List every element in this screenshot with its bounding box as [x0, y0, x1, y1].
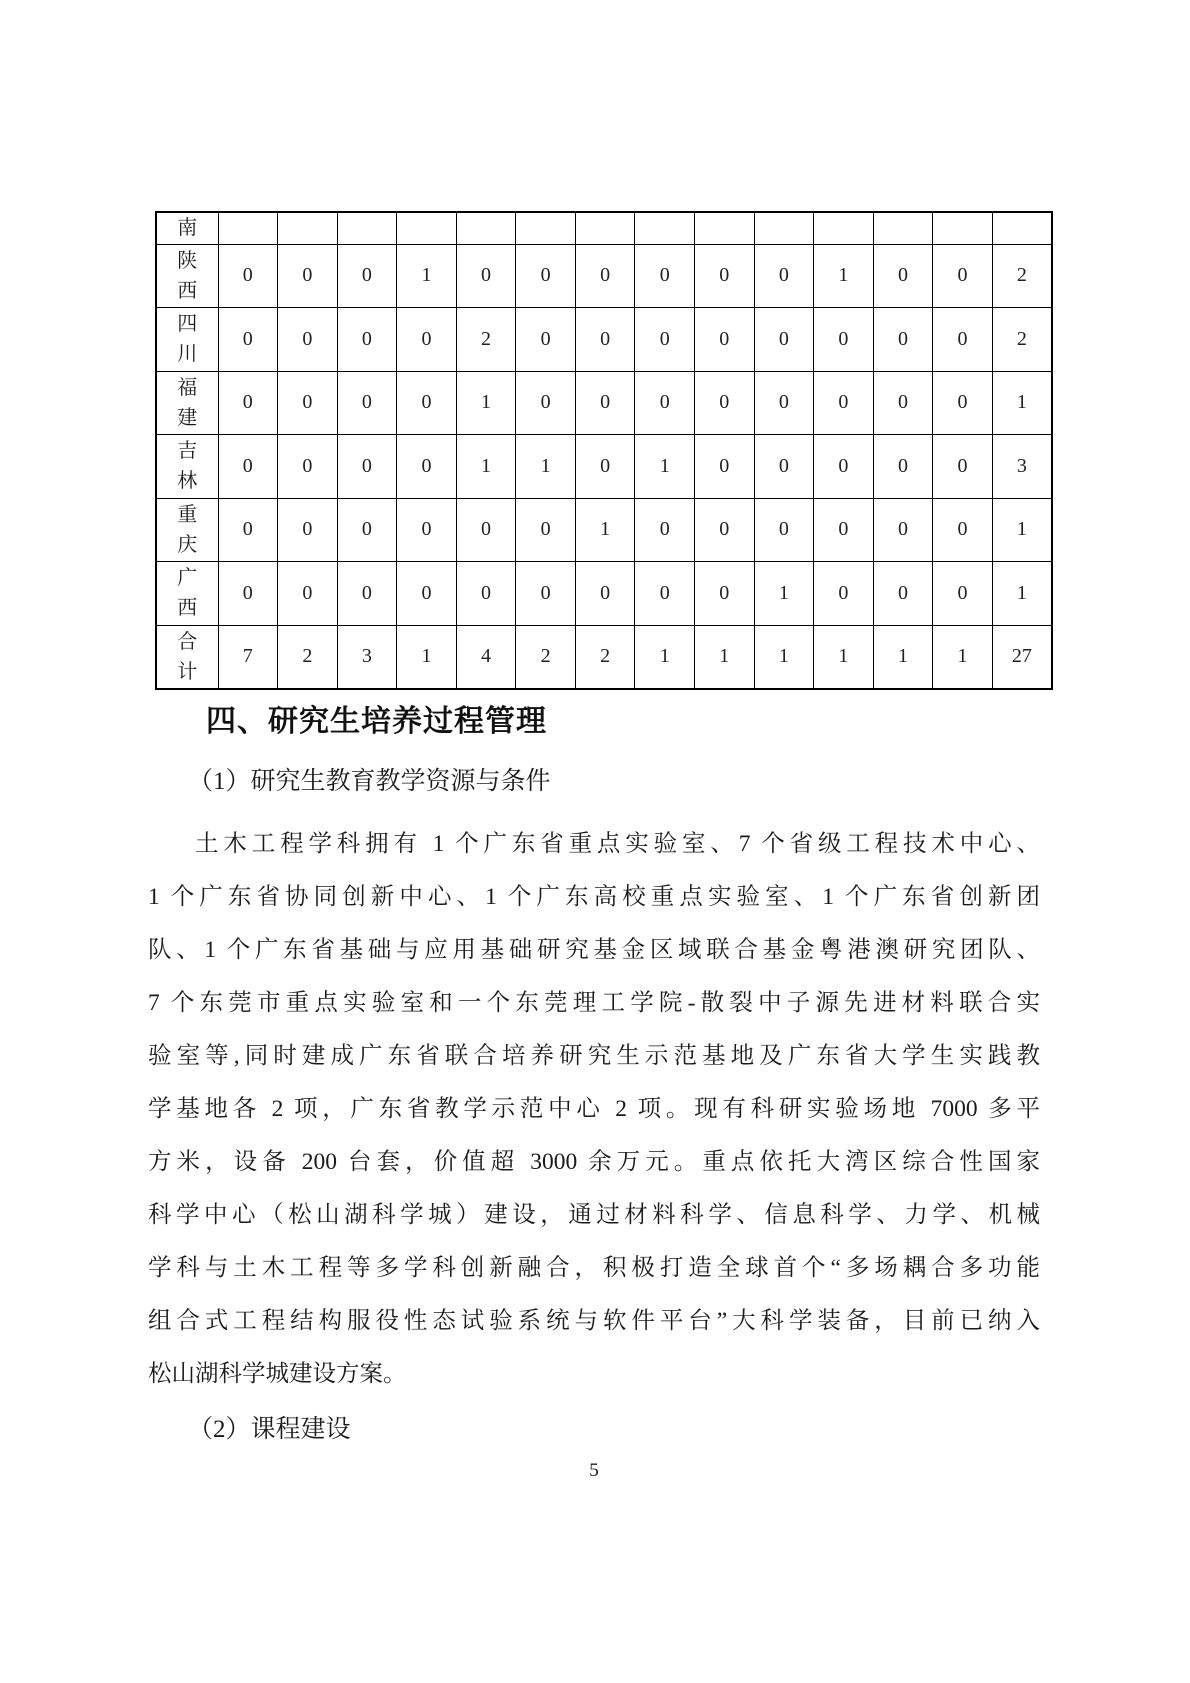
value-cell [278, 212, 338, 244]
province-label-cell [156, 212, 218, 244]
value-cell: 0 [218, 435, 278, 499]
value-cell [873, 212, 933, 244]
value-cell: 0 [456, 562, 516, 626]
province-label: 四川 [177, 313, 198, 366]
paragraph-line: 松山湖科学城建设方案。 [148, 1361, 407, 1387]
value-cell: 0 [933, 562, 993, 626]
value-cell: 1 [397, 625, 457, 689]
value-cell: 0 [397, 371, 457, 435]
value-cell: 0 [933, 308, 993, 372]
value-cell: 0 [278, 371, 338, 435]
value-cell [337, 212, 397, 244]
value-cell: 1 [456, 371, 516, 435]
value-cell: 0 [695, 562, 755, 626]
value-cell: 0 [337, 371, 397, 435]
value-cell [575, 212, 635, 244]
province-label-cell [156, 244, 218, 308]
value-cell: 0 [933, 498, 993, 562]
province-label-cell [156, 498, 218, 562]
value-cell: 0 [278, 308, 338, 372]
value-cell: 0 [873, 244, 933, 308]
value-cell: 7 [218, 625, 278, 689]
value-cell: 0 [516, 562, 576, 626]
page-number: 5 [589, 1460, 599, 1481]
value-cell: 0 [873, 498, 933, 562]
province-statistics-table [155, 211, 1053, 690]
value-cell: 1 [754, 562, 814, 626]
value-cell: 2 [278, 625, 338, 689]
value-cell [754, 212, 814, 244]
province-label-cell [156, 435, 218, 499]
paragraph-line: 学基地各 2 项，广东省教学示范中心 2 项。现有科研实验场地 7000 多平 [148, 1096, 1040, 1122]
value-cell: 0 [397, 308, 457, 372]
table-row [156, 625, 1052, 689]
province-label: 陕西 [177, 249, 198, 302]
value-cell [516, 212, 576, 244]
paragraph-line: 土木工程学科拥有 1 个广东省重点实验室、7 个省级工程技术中心、 [195, 831, 1040, 857]
paragraph-line: 科学中心（松山湖科学城）建设，通过材料科学、信息科学、力学、机械 [148, 1202, 1040, 1228]
province-label-cell [156, 371, 218, 435]
value-cell: 0 [873, 371, 933, 435]
province-label: 广西 [177, 567, 198, 620]
value-cell [635, 212, 695, 244]
total-cell: 1 [992, 562, 1052, 626]
value-cell: 0 [278, 562, 338, 626]
value-cell: 0 [933, 371, 993, 435]
value-cell: 0 [575, 244, 635, 308]
paragraph-line: 1 个广东省协同创新中心、1 个广东高校重点实验室、1 个广东省创新团 [148, 884, 1040, 910]
value-cell: 0 [814, 562, 874, 626]
table-row [156, 562, 1052, 626]
subsection-1-heading: （1）研究生教育教学资源与条件 [188, 768, 551, 795]
value-cell [933, 212, 993, 244]
table-row [156, 435, 1052, 499]
province-label: 南 [177, 217, 198, 240]
value-cell: 0 [218, 371, 278, 435]
value-cell [456, 212, 516, 244]
value-cell: 0 [516, 244, 576, 308]
value-cell: 0 [635, 498, 695, 562]
value-cell: 0 [218, 244, 278, 308]
province-label: 合计 [177, 630, 198, 683]
value-cell: 0 [337, 308, 397, 372]
value-cell: 0 [814, 498, 874, 562]
value-cell: 0 [516, 498, 576, 562]
value-cell: 0 [754, 498, 814, 562]
province-label-cell [156, 308, 218, 372]
total-cell: 3 [992, 435, 1052, 499]
province-label: 福建 [177, 376, 198, 429]
value-cell: 0 [873, 435, 933, 499]
value-cell: 0 [278, 435, 338, 499]
paragraph-line: 方米，设备 200 台套，价值超 3000 余万元。重点依托大湾区综合性国家 [148, 1149, 1040, 1175]
value-cell: 0 [218, 308, 278, 372]
value-cell: 0 [933, 435, 993, 499]
value-cell: 1 [456, 435, 516, 499]
value-cell: 0 [814, 371, 874, 435]
value-cell: 0 [456, 498, 516, 562]
value-cell: 0 [695, 371, 755, 435]
value-cell [397, 212, 457, 244]
province-label: 吉林 [177, 440, 198, 493]
value-cell: 0 [337, 435, 397, 499]
value-cell: 1 [575, 498, 635, 562]
value-cell: 0 [218, 498, 278, 562]
value-cell: 0 [278, 244, 338, 308]
value-cell: 1 [516, 435, 576, 499]
value-cell: 2 [516, 625, 576, 689]
value-cell: 0 [337, 562, 397, 626]
total-cell [992, 212, 1052, 244]
value-cell: 2 [575, 625, 635, 689]
value-cell: 0 [873, 562, 933, 626]
value-cell: 1 [754, 625, 814, 689]
value-cell: 0 [337, 244, 397, 308]
value-cell: 1 [814, 244, 874, 308]
total-cell: 1 [992, 371, 1052, 435]
value-cell: 0 [754, 244, 814, 308]
value-cell: 0 [754, 435, 814, 499]
value-cell: 0 [873, 308, 933, 372]
total-cell: 1 [992, 498, 1052, 562]
value-cell: 0 [575, 435, 635, 499]
value-cell: 0 [575, 562, 635, 626]
paragraph-line: 验室等,同时建成广东省联合培养研究生示范基地及广东省大学生实践教 [148, 1043, 1040, 1069]
province-label-cell [156, 562, 218, 626]
value-cell: 0 [218, 562, 278, 626]
value-cell: 0 [933, 244, 993, 308]
value-cell: 0 [695, 435, 755, 499]
table-row [156, 371, 1052, 435]
value-cell: 0 [754, 308, 814, 372]
section-heading: 四、研究生培养过程管理 [206, 705, 547, 738]
value-cell: 0 [814, 308, 874, 372]
value-cell: 1 [814, 625, 874, 689]
value-cell: 1 [635, 435, 695, 499]
value-cell: 0 [695, 308, 755, 372]
value-cell [695, 212, 755, 244]
value-cell: 0 [516, 371, 576, 435]
value-cell: 0 [635, 562, 695, 626]
value-cell: 0 [635, 371, 695, 435]
province-label-cell [156, 625, 218, 689]
value-cell [814, 212, 874, 244]
value-cell: 0 [456, 244, 516, 308]
table-row [156, 308, 1052, 372]
total-cell: 27 [992, 625, 1052, 689]
value-cell: 0 [635, 308, 695, 372]
paragraph-line: 组合式工程结构服役性态试验系统与软件平台”大科学装备，目前已纳入 [148, 1308, 1040, 1334]
value-cell: 0 [575, 371, 635, 435]
value-cell: 1 [933, 625, 993, 689]
value-cell: 1 [635, 625, 695, 689]
subsection-2-heading: （2）课程建设 [188, 1416, 351, 1443]
value-cell: 4 [456, 625, 516, 689]
value-cell: 0 [516, 308, 576, 372]
total-cell: 2 [992, 308, 1052, 372]
paragraph-line: 学科与土木工程等多学科创新融合，积极打造全球首个“多场耦合多功能 [148, 1255, 1040, 1281]
value-cell: 0 [635, 244, 695, 308]
body-paragraph [148, 818, 1040, 1401]
value-cell: 1 [695, 625, 755, 689]
value-cell: 0 [278, 498, 338, 562]
province-label: 重庆 [177, 503, 198, 556]
value-cell: 0 [754, 371, 814, 435]
value-cell: 0 [695, 244, 755, 308]
value-cell: 0 [397, 435, 457, 499]
value-cell: 1 [397, 244, 457, 308]
table-row [156, 498, 1052, 562]
total-cell: 2 [992, 244, 1052, 308]
value-cell: 2 [456, 308, 516, 372]
value-cell: 0 [397, 562, 457, 626]
value-cell: 1 [873, 625, 933, 689]
value-cell: 3 [337, 625, 397, 689]
table-row [156, 212, 1052, 244]
table-row [156, 244, 1052, 308]
paragraph-line: 7 个东莞市重点实验室和一个东莞理工学院-散裂中子源先进材料联合实 [148, 990, 1040, 1016]
value-cell [218, 212, 278, 244]
value-cell: 0 [397, 498, 457, 562]
value-cell: 0 [337, 498, 397, 562]
value-cell: 0 [695, 498, 755, 562]
paragraph-line: 队、1 个广东省基础与应用基础研究基金区域联合基金粤港澳研究团队、 [148, 937, 1040, 963]
value-cell: 0 [814, 435, 874, 499]
value-cell: 0 [575, 308, 635, 372]
